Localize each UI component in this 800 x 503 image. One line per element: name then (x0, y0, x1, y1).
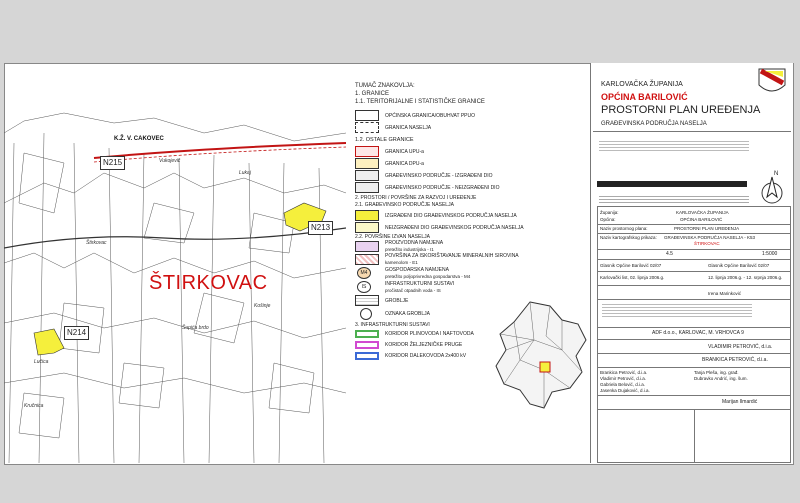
shield-n214: N214 (64, 326, 89, 340)
legend-symbol-cemetery (360, 308, 372, 320)
legend-label: IZGRAĐENI DIO GRAĐEVINSKOG PODRUČJA NASELJA (385, 213, 517, 219)
legend-label: OZNAKA GROBLJA (385, 311, 431, 317)
legend-swatch-settlement (355, 122, 379, 133)
legend-swatch-gas (355, 330, 379, 338)
legend-section: 1. GRANICE (355, 91, 390, 97)
place-label: Lučica (34, 359, 49, 365)
team-member: Jasenka Dujaković, d.i.a. (600, 388, 650, 393)
signature-name: Marijan Ilmardić (722, 399, 758, 405)
legend-swatch-yellow-unbuilt (355, 222, 379, 233)
legend-section: 1.2. OSTALE GRANICE (355, 137, 414, 143)
title-block (590, 63, 793, 463)
place-label: Lukaj (239, 170, 251, 176)
legend-swatch-rail (355, 341, 379, 349)
row-label: Naziv prostornog plana: (600, 226, 648, 231)
director-name: VLADIMIR PETROVIĆ, d.i.a. (708, 344, 773, 350)
row-value: ŠTIRKOVAC (694, 241, 720, 246)
scale-bar (597, 181, 747, 187)
note-lines (599, 141, 749, 151)
cadastral-map[interactable] (4, 63, 346, 463)
map-title: ŠTIRKOVAC (149, 272, 268, 294)
legend-sublabel: pročistač otpadnih voda - IS (385, 288, 441, 293)
legend-label: GRAĐEVINSKO PODRUČJE - IZGRAĐENI DIO (385, 173, 493, 179)
debate-a: Karlovački list, 02. lipnja 2006.g. (600, 275, 665, 280)
road-label: K.Ž. V. CAKOVEC (114, 136, 164, 142)
legend-swatch-quarry (355, 254, 379, 265)
legend-swatch-dpu (355, 158, 379, 169)
legend-swatch-industrial (355, 241, 379, 252)
legend-label: GRANICA NASELJA (385, 125, 432, 131)
legend-swatch-upu (355, 146, 379, 157)
row-value: GRAĐEVINSKA PODRUČJA NASELJA - K53 (664, 235, 756, 240)
legend-sublabel: pretežito industrijska - I1 (385, 247, 434, 252)
legend-label: OPĆINSKA GRANICA/OBUHVAT PPUO (385, 113, 476, 119)
legend-swatch-powerline (355, 352, 379, 360)
legend-label: KORIDOR DALEKOVODA 2x400 kV (385, 353, 467, 359)
legend-section: 2.2. POVRŠINE IZVAN NASELJA (355, 234, 430, 240)
legend-section: 3. INFRASTRUKTURNI SUSTAVI (355, 322, 430, 328)
map-drawing (4, 63, 346, 463)
row-value: OPĆINA BARILOVIĆ (680, 217, 723, 222)
legend-label: GROBLJE (385, 298, 409, 304)
legend-sublabel: pretežito poljoprivredna gospodarstva - M4 (385, 274, 471, 279)
adoption-ref: Glasnik Općine Barilović 02/07 (600, 263, 662, 268)
legend-swatch-unbuilt (355, 182, 379, 193)
place-label: Vukojević (159, 158, 181, 164)
legend-label: PROIZVODNA NAMJENA (385, 240, 444, 246)
legend-section: 2.1. GRAĐEVINSKO PODRUČJE NASELJA (355, 202, 454, 208)
row-value: KARLOVAČKA ŽUPANIJA (676, 210, 729, 215)
north-label: N (774, 171, 779, 177)
north-arrow-icon (761, 175, 783, 205)
legend-sublabel: kamenolom - E1 (385, 260, 418, 265)
legend-section: 1.1. TERITORIJALNE I STATISTIČKE GRANICE (355, 99, 485, 105)
firm-name: ADF d.o.o., KARLOVAC, M. VRHOVCA 9 (652, 330, 744, 336)
data-table (597, 206, 791, 463)
place-label: Štirkovac (86, 240, 107, 246)
row-label: Naziv kartografskog prikaza: (600, 235, 657, 240)
row-value: PROSTORNI PLAN UREĐENJA (674, 226, 740, 231)
team-member: Dubravko Andrić, ing. šum. (694, 376, 748, 381)
legend-heading: TUMAČ ZNAKOVLJA: (355, 83, 415, 89)
legend-label: KORIDOR PLINOVODA I NAFTOVODA (385, 331, 474, 337)
legend-label: GOSPODARSKA NAMJENA (385, 267, 449, 273)
county-name: KARLOVAČKA ŽUPANIJA (601, 81, 683, 88)
legend-swatch-built (355, 170, 379, 181)
row-label: Županija: (600, 210, 619, 215)
legend-symbol-is: IS (357, 281, 371, 293)
official-name: Irena Marinković (708, 291, 742, 296)
legend-label: GRAĐEVINSKO PODRUČJE - NEIZGRAĐENI DIO (385, 185, 500, 191)
note-lines (602, 303, 752, 317)
place-label: Kručnica (24, 403, 44, 409)
municipal-boundary-line (94, 143, 346, 158)
row-label: Općina: (600, 217, 616, 222)
legend-section: 2. PROSTORI / POVRŠINE ZA RAZVOJ I UREĐENJE (355, 195, 477, 201)
legend-swatch-yellow-built (355, 210, 379, 221)
place-label: Košinje (254, 303, 271, 309)
team-member: Gabriela Belović, d.i.a. (600, 382, 646, 387)
note-lines (599, 195, 749, 203)
sheet-number: 4.5 (666, 251, 673, 257)
legend-label: GRANICA DPU-a (385, 161, 424, 167)
municipality-name: OPĆINA BARILOVIĆ (601, 92, 688, 102)
legend-label: POVRŠINA ZA ISKORIŠTAVANJE MINERALNIH SIROVINA (385, 253, 519, 259)
legend-label: GRANICA UPU-a (385, 149, 424, 155)
map-subtitle: GRAĐEVINSKA PODRUČJA NASELJA (601, 121, 707, 127)
legend-symbol-m4: M4 (357, 267, 371, 279)
coat-of-arms-icon (757, 67, 787, 97)
team-member: Vladimir Petrović, d.i.a. (600, 376, 647, 381)
inset-map (490, 300, 590, 412)
legend-label: NEIZGRAĐENI DIO GRAĐEVINSKOG PODRUČJA NASELJA (385, 225, 524, 231)
legend-swatch-cemetery (355, 295, 379, 306)
scale: 1:5000 (762, 251, 778, 257)
shield-n213: N213 (308, 221, 333, 235)
team-member: Brankica Petrović, d.i.a. (600, 370, 648, 375)
legend-label: INFRASTRUKTURNI SUSTAVI (385, 281, 455, 287)
coordinator-name: BRANKICA PETROVIĆ, d.i.a. (702, 357, 768, 363)
legend-swatch-municipal (355, 110, 379, 121)
built-area-south-west (34, 329, 64, 355)
team-member: Tanja Pleša, ing. građ. (694, 370, 739, 375)
legend-label: KORIDOR ŽELJEZNIČKE PRUGE (385, 342, 463, 348)
plan-name: PROSTORNI PLAN UREĐENJA (601, 104, 761, 116)
place-label: Šupića brdo (182, 325, 209, 331)
publication-ref: Glasnik Općine Barilović 02/07 (708, 263, 770, 268)
debate-b: 12. lipnja 2006.g. - 12. srpnja 2006.g. (708, 275, 783, 280)
shield-n215: N215 (100, 156, 125, 170)
